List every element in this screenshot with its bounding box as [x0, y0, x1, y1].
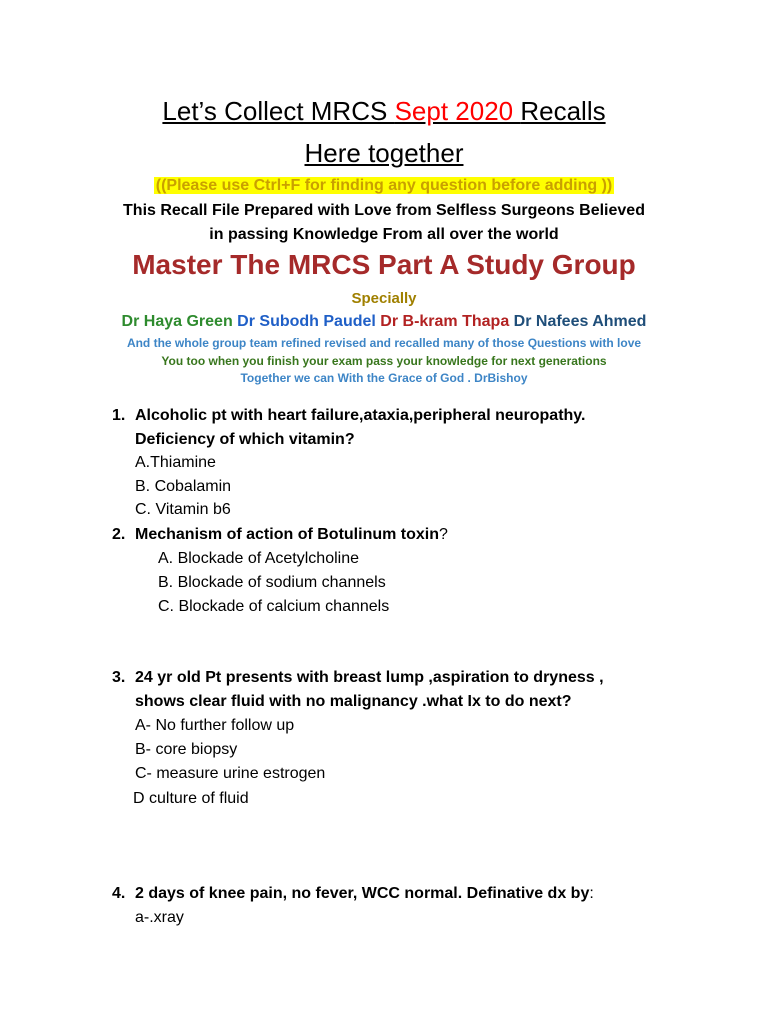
question-suffix: ? — [439, 526, 448, 543]
thanks-line-2: You too when you finish your exam pass your knowledge for next generations — [161, 354, 607, 368]
question-number: 3. — [112, 669, 126, 686]
specially-label: Specially — [351, 290, 417, 307]
answer-option: B- core biopsy — [135, 741, 238, 758]
group-name: Master The MRCS Part A Study Group — [132, 249, 636, 280]
doctor-name: Dr Haya Green — [121, 313, 233, 330]
answer-option: B. Blockade of sodium channels — [158, 574, 386, 591]
title-part1: Let’s Collect MRCS — [162, 96, 395, 126]
page-title-line2: Here together — [304, 138, 464, 168]
doctor-name: Dr B-kram Thapa — [380, 313, 510, 330]
answer-option: B. Cobalamin — [135, 478, 232, 495]
answer-option: C. Vitamin b6 — [135, 501, 231, 518]
question-text: shows clear fluid with no malignancy .what Ix to do next? — [135, 693, 572, 710]
answer-option: D culture of fluid — [133, 790, 249, 807]
intro-line-2: in passing Knowledge From all over the world — [209, 226, 559, 243]
question-suffix: : — [589, 885, 594, 902]
page-title — [0, 96, 768, 126]
answer-option: C. Blockade of calcium channels — [158, 598, 390, 615]
title-part2: Recalls — [520, 96, 606, 126]
search-note-text: ((Please use Ctrl+F for finding any question before adding )) — [155, 177, 613, 194]
title-date: Sept 2020 — [394, 96, 521, 126]
answer-option: A. Blockade of Acetylcholine — [158, 550, 360, 567]
question-text: Deficiency of which vitamin? — [135, 431, 355, 448]
doctor-list — [0, 313, 768, 331]
doctor-name: Dr Nafees Ahmed — [513, 313, 647, 330]
thanks-line-1: And the whole group team refined revised and recalled many of those Questions with love — [126, 336, 642, 350]
answer-option: C- measure urine estrogen — [135, 765, 326, 782]
question-text: 24 yr old Pt presents with breast lump ,aspiration to dryness , — [135, 669, 604, 686]
answer-option: A- No further follow up — [135, 717, 295, 734]
question-number: 4. — [112, 885, 126, 902]
search-note — [0, 176, 768, 196]
question-number: 2. — [112, 526, 126, 543]
question-text: Mechanism of action of Botulinum toxin — [135, 526, 439, 543]
question-text: 2 days of knee pain, no fever, WCC normal. Definative dx by — [135, 885, 590, 902]
question-text-row — [135, 882, 594, 906]
thanks-line-3: Together we can With the Grace of God . DrBishoy — [240, 371, 528, 385]
question-text-row — [135, 523, 448, 547]
question-text: Alcoholic pt with heart failure,ataxia,peripheral neuropathy. — [135, 407, 586, 424]
doctor-name: Dr Subodh Paudel — [237, 313, 376, 330]
question-number: 1. — [112, 407, 126, 424]
answer-option: A.Thiamine — [135, 454, 216, 471]
answer-option: a-.xray — [135, 909, 184, 926]
intro-line-1: This Recall File Prepared with Love from Selfless Surgeons Believed — [123, 202, 645, 219]
